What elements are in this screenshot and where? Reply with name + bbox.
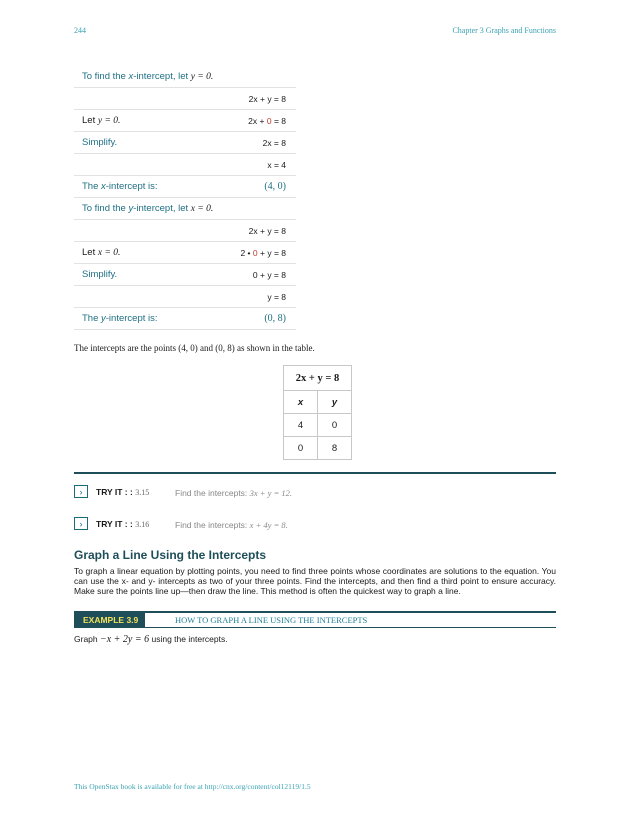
intercepts-table	[283, 365, 352, 460]
step-label: Let x = 0.	[74, 242, 207, 264]
table-header-x: x	[284, 391, 318, 414]
table-row: 4 0	[284, 414, 352, 437]
step-row	[74, 308, 296, 330]
equation: 2x = 8	[207, 132, 296, 154]
try-it-text: Find the intercepts: x + 4y = 8.	[175, 520, 288, 530]
step-label: The y-intercept is:	[74, 308, 207, 330]
step-row	[74, 132, 296, 154]
y-intercept-point: (0, 8)	[207, 308, 296, 330]
equation: 2x + y = 8	[207, 220, 296, 242]
equation: y = 8	[207, 286, 296, 308]
step-label: Simplify.	[74, 132, 207, 154]
equation: 2x + y = 8	[207, 88, 296, 110]
footer-note: This OpenStax book is available for free at http://cnx.org/content/col12119/1.5	[74, 782, 311, 791]
intercepts-sentence: The intercepts are the points (4, 0) and (0, 8) as shown in the table.	[74, 343, 315, 353]
step-label: The x-intercept is:	[74, 176, 207, 198]
try-it-expand-icon[interactable]: ›	[74, 485, 88, 498]
table-header-y: y	[318, 391, 352, 414]
try-it-label: TRY IT : : 3.15	[96, 487, 150, 497]
step-label: Simplify.	[74, 264, 207, 286]
chapter-title: Chapter 3 Graphs and Functions	[452, 26, 556, 35]
example-title: HOW TO GRAPH A LINE USING THE INTERCEPTS	[175, 615, 368, 625]
intercept-steps-table	[74, 66, 296, 330]
section-paragraph: To graph a linear equation by plotting points, you need to find three points whose coordinates are solutions to the equation. You can use the x- and y- intercepts as two of your three points. Find the intercepts, and then find a third point to ensure accuracy. Make sure the points line up—then draw the line. This method is often the quickest way to graph a line.	[74, 566, 556, 596]
x-intercept-point: (4, 0)	[207, 176, 296, 198]
step-row	[74, 242, 296, 264]
equation: 2 • 0 + y = 8	[207, 242, 296, 264]
table-equation: 2x + y = 8	[284, 366, 352, 391]
step-row	[74, 220, 296, 242]
step-row	[74, 286, 296, 308]
step-label: Let y = 0.	[74, 110, 207, 132]
example-header	[74, 611, 556, 628]
step-row	[74, 110, 296, 132]
y-intercept-intro: To find the y-intercept, let x = 0.	[74, 198, 296, 220]
equation: 2x + 0 = 8	[207, 110, 296, 132]
example-label: EXAMPLE 3.9	[74, 613, 145, 627]
step-row	[74, 264, 296, 286]
try-it-expand-icon[interactable]: ›	[74, 517, 88, 530]
step-row	[74, 154, 296, 176]
equation: x = 4	[207, 154, 296, 176]
step-row	[74, 88, 296, 110]
step-row	[74, 198, 296, 220]
step-row	[74, 66, 296, 88]
section-divider	[74, 472, 556, 474]
try-it-label: TRY IT : : 3.16	[96, 519, 150, 529]
section-title: Graph a Line Using the Intercepts	[74, 548, 267, 562]
page-number: 244	[74, 26, 86, 35]
example-prompt: Graph −x + 2y = 6 using the intercepts.	[74, 634, 228, 645]
table-row: 0 8	[284, 437, 352, 460]
try-it-text: Find the intercepts: 3x + y = 12.	[175, 488, 293, 498]
equation: 0 + y = 8	[207, 264, 296, 286]
x-intercept-intro: To find the x-intercept, let y = 0.	[74, 66, 296, 88]
step-row	[74, 176, 296, 198]
